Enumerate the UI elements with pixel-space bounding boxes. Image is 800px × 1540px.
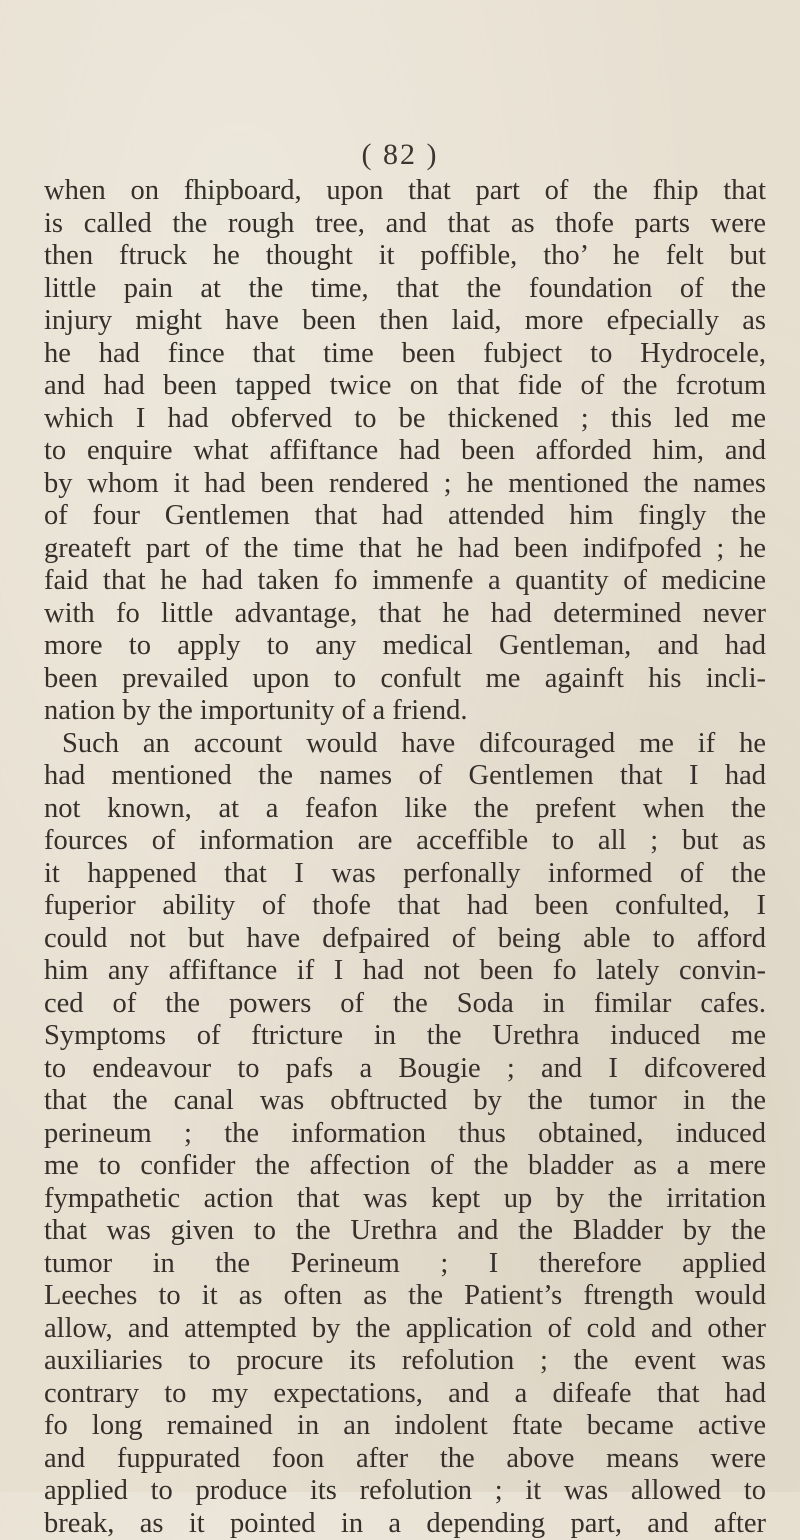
text-line: Leeches to it as often as the Patient’s ftrength would [44,1280,766,1313]
text-line: fympathetic action that was kept up by the irritation [44,1183,766,1216]
text-line: to endeavour to pafs a Bougie ; and I difcovered [44,1053,766,1086]
text-line: allow, and attempted by the application of cold and other [44,1313,766,1346]
text-line: him any affiftance if I had not been fo lately convin- [44,955,766,988]
text-line: with fo little advantage, that he had determined never [44,598,766,631]
text-line: more to apply to any medical Gentleman, and had [44,630,766,663]
text-line: not known, at a feafon like the prefent when the [44,793,766,826]
text-line: Such an account would have difcouraged me if he [44,728,766,761]
text-line: which I had obferved to be thickened ; this led me [44,403,766,436]
text-line: break, as it pointed in a depending part, and after [44,1508,766,1540]
text-line: contrary to my expectations, and a difeafe that had [44,1378,766,1411]
page-number: ( 82 ) [0,138,800,172]
text-line: then ftruck he thought it poffible, tho’ he felt but [44,240,766,273]
text-line: been prevailed upon to confult me againft his incli- [44,663,766,696]
body-text [44,175,766,1540]
text-line: applied to produce its refolution ; it was allowed to [44,1475,766,1508]
text-line: is called the rough tree, and that as thofe parts were [44,208,766,241]
text-line: and fuppurated foon after the above means were [44,1443,766,1476]
text-line: perineum ; the information thus obtained, induced [44,1118,766,1151]
text-line: Symptoms of ftricture in the Urethra induced me [44,1020,766,1053]
text-line: nation by the importunity of a friend. [44,695,766,728]
text-line: when on fhipboard, upon that part of the fhip that [44,175,766,208]
text-line: injury might have been then laid, more efpecially as [44,305,766,338]
text-line: by whom it had been rendered ; he mentioned the names [44,468,766,501]
text-line: me to confider the affection of the bladder as a mere [44,1150,766,1183]
text-line: greateft part of the time that he had been indifpofed ; he [44,533,766,566]
text-line: that the canal was obftructed by the tumor in the [44,1085,766,1118]
text-line: and had been tapped twice on that fide of the fcrotum [44,370,766,403]
text-line: fuperior ability of thofe that had been confulted, I [44,890,766,923]
text-line: he had fince that time been fubject to Hydrocele, [44,338,766,371]
text-line: ced of the powers of the Soda in fimilar cafes. [44,988,766,1021]
text-line: that was given to the Urethra and the Bladder by the [44,1215,766,1248]
text-line: it happened that I was perfonally informed of the [44,858,766,891]
text-line: had mentioned the names of Gentlemen that I had [44,760,766,793]
text-line: to enquire what affiftance had been afforded him, and [44,435,766,468]
text-line: of four Gentlemen that had attended him fingly the [44,500,766,533]
text-line: little pain at the time, that the foundation of the [44,273,766,306]
text-line: fources of information are acceffible to all ; but as [44,825,766,858]
text-line: could not but have defpaired of being able to afford [44,923,766,956]
text-line: fo long remained in an indolent ftate became active [44,1410,766,1443]
text-line: tumor in the Perineum ; I therefore applied [44,1248,766,1281]
text-line: auxiliaries to procure its refolution ; the event was [44,1345,766,1378]
text-line: faid that he had taken fo immenfe a quantity of medicine [44,565,766,598]
